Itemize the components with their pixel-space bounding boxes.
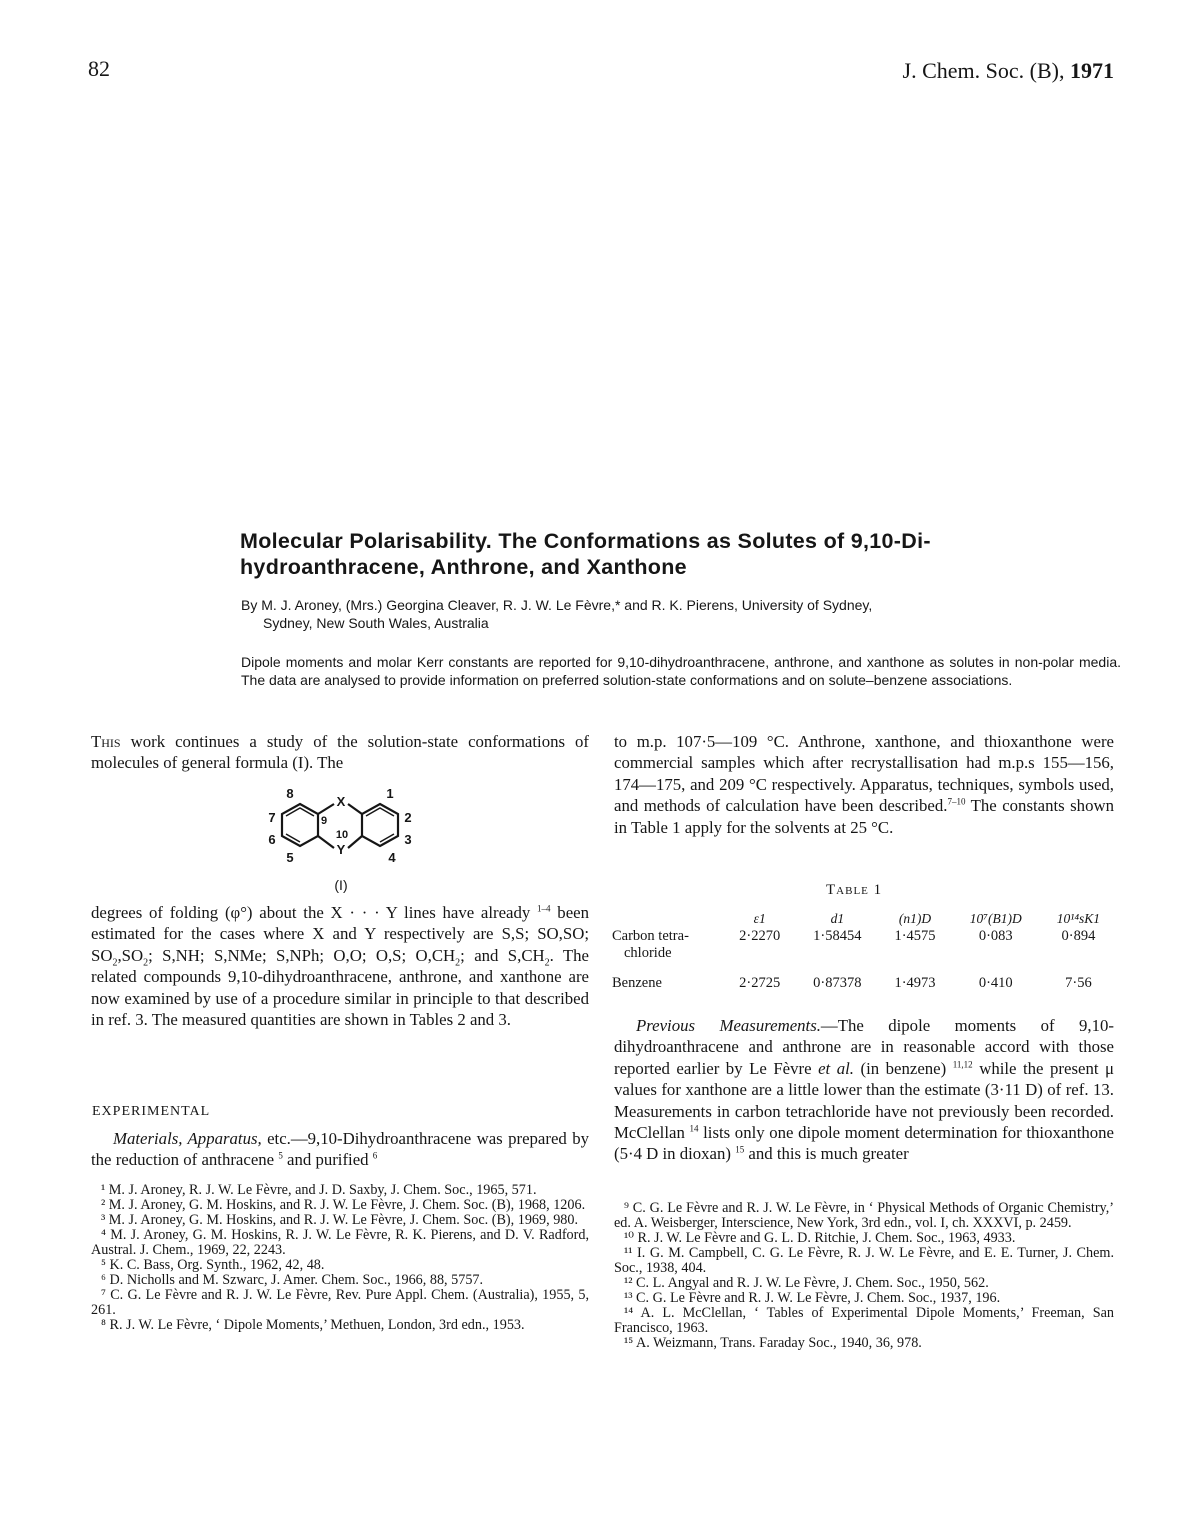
footnote: ⁶ D. Nicholls and M. Szwarc, J. Amer. Chem. Soc., 1966, 88, 5757. [101, 1272, 484, 1288]
intro-cont-4: ; and S,CH [460, 945, 545, 965]
page-number: 82 [88, 56, 110, 81]
footnote: ¹¹ I. G. M. Campbell, C. G. Le Fèvre, R. J. W. Le Fèvre, and E. E. Turner, J. Chem. Soc., 1938, 404. [614, 1245, 1114, 1276]
position-7: 7 [268, 810, 276, 825]
table-caption: Table 1 [826, 882, 883, 898]
ref-6: 6 [372, 1150, 378, 1161]
ref-5: 5 [278, 1150, 283, 1161]
footnote: ¹³ C. G. Le Fèvre and R. J. W. Le Fèvre, J. Chem. Soc., 1937, 196. [624, 1290, 1001, 1306]
table-header [612, 905, 724, 927]
journal-year: 1971 [1070, 58, 1114, 83]
prev-text-1: —The dipole moments of 9,10-dihydroanthracene and anthrone are in reasonable accord with those reported earlier by Le Fèvre [614, 1016, 1114, 1078]
table-cell: 7·56 [1065, 975, 1092, 991]
bond-x-right [348, 804, 362, 814]
position-8: 8 [286, 786, 294, 801]
atom-y-label: Y [336, 842, 346, 857]
ref-15: 15 [735, 1144, 745, 1155]
footnote: ⁷ C. G. Le Fèvre and R. J. W. Le Fèvre, Rev. Pure Appl. Chem. (Australia), 1955, 5, 261. [91, 1287, 589, 1318]
table-cell: 1·58454 [813, 927, 862, 944]
subscript-2b: 2 [143, 957, 149, 969]
table-header: ε1 [753, 911, 766, 926]
journal-name: J. Chem. Soc. (B), [902, 58, 1065, 83]
footnote: ¹⁵ A. Weizmann, Trans. Faraday Soc., 1940, 36, 978. [624, 1335, 922, 1351]
position-2: 2 [404, 810, 412, 825]
table-cell [724, 945, 795, 962]
ref-7-10: 7–10 [947, 796, 966, 807]
subscript-2a: 2 [112, 957, 118, 969]
position-4: 4 [388, 850, 396, 865]
materials-title: Materials, Apparatus, [113, 1129, 262, 1148]
materials-paragraph [91, 1128, 589, 1171]
author-list [241, 596, 1121, 632]
ref-11-12: 11,12 [952, 1059, 973, 1070]
table-cell: 0·87378 [813, 975, 862, 991]
position-6: 6 [268, 832, 276, 847]
table-cell: 2·2725 [739, 975, 781, 991]
position-10: 10 [335, 829, 349, 841]
prev-text-5: and this is much greater [748, 1144, 909, 1164]
footnote: ⁴ M. J. Aroney, G. M. Hoskins, R. J. W. Le Fèvre, R. K. Pierens, and D. V. Radford, Austral. J. Chem., 1969, 22, 2243. [91, 1227, 589, 1258]
position-3: 3 [404, 832, 412, 847]
table-header: (n1)D [898, 911, 932, 926]
table-cell [879, 945, 950, 962]
prev-text-3: while the present μ values for xanthone are a little lower than the estimate (3·11 D) of ref. 13. Measurements in carbon tetrachloride have not previously been recorded. McClellan [614, 1058, 1115, 1143]
footnote: ¹⁴ A. L. McClellan, ‘ Tables of Experimental Dipole Moments,’ Freeman, San Francisco, 1963. [614, 1305, 1114, 1336]
table-cell: chloride [624, 945, 672, 961]
prev-text-2: (in benzene) [860, 1058, 947, 1078]
section-heading: EXPERIMENTAL [92, 1104, 211, 1119]
footnote: ⁵ K. C. Bass, Org. Synth., 1962, 42, 48. [101, 1257, 325, 1273]
author-line-1: By M. J. Aroney, (Mrs.) Georgina Cleaver, R. J. W. Le Fèvre,* and R. K. Pierens, University of Sydney, [241, 597, 873, 613]
journal-reference [903, 58, 1114, 84]
table-header: 10¹⁴sK1 [1056, 911, 1101, 926]
table-header: 10⁷(B1)D [969, 911, 1022, 926]
intro-text: work continues a study of the solution-state conformations of molecules of general formula (I). The [91, 732, 589, 773]
intro-first-word: This [91, 732, 121, 751]
table-cell: 0·410 [978, 975, 1013, 991]
intro-paragraph [91, 731, 589, 774]
figure-label: (I) [334, 877, 348, 893]
abstract: Dipole moments and molar Kerr constants are reported for 9,10-dihydroanthracene, anthrone, and xanthone as solutes in non-polar media. The data are analysed to provide information on preferred solution-state conformations and on solute–benzene associations. [241, 654, 1121, 688]
intro-cont-3: ; S,NH; S,NMe; S,NPh; O,O; O,S; O,CH [148, 945, 456, 965]
ref-1-4: 1–4 [537, 903, 551, 914]
footnote: ⁹ C. G. Le Fèvre and R. J. W. Le Fèvre, in ‘ Physical Methods of Organic Chemistry,’ ed. A. Weisberger, Interscience, New York, 3rd edn., vol. I, ch. XXXVI, p. 2459. [614, 1200, 1114, 1231]
position-9: 9 [320, 815, 328, 827]
table-cell: 2·2270 [739, 927, 781, 944]
ref-14: 14 [689, 1123, 699, 1134]
bond-left-y [318, 836, 334, 848]
author-line-2: Sydney, New South Wales, Australia [263, 615, 489, 631]
right-ring [362, 804, 398, 846]
table-row [612, 927, 1116, 945]
materials-text-2: and purified [287, 1150, 369, 1170]
subscript-2c: 2 [455, 957, 461, 969]
bond-left-x [318, 804, 334, 814]
bond-y-right [348, 836, 362, 848]
right-para-1: to m.p. 107·5—109 °C. Anthrone, xanthone, and thioxanthone were commercial samples which after recrystallisation had m.p.s 155—156, 174—175, and 209 °C respectively. Apparatus, techniques, symbols used, and methods of calculation have been described. [614, 732, 1114, 816]
table-cell: 0·083 [978, 927, 1013, 944]
footnote: ² M. J. Aroney, G. M. Hoskins, and R. J. W. Le Fèvre, J. Chem. Soc. (B), 1968, 1206. [101, 1197, 586, 1213]
structure-diagram [256, 786, 426, 898]
intro-cont-2: been estimated for the cases where X and Y respectively are S,S; SO,SO; SO [91, 903, 589, 965]
footnote: ¹⁰ R. J. W. Le Fèvre and G. L. D. Ritchie, J. Chem. Soc., 1963, 4933. [624, 1230, 1016, 1246]
experimental-continuation [614, 731, 1114, 838]
table-solvent-constants [612, 905, 1116, 992]
prev-text-4: lists only one dipole moment determination for thioxanthone (5·4 D in dioxan) [614, 1123, 1114, 1164]
footnote: ¹² C. L. Angyal and R. J. W. Le Fèvre, J. Chem. Soc., 1950, 562. [624, 1275, 989, 1291]
table-header: d1 [830, 911, 845, 926]
footnotes-left [91, 1183, 589, 1333]
materials-text: etc.—9,10-Dihydroanthracene was prepared by the reduction of anthracene [91, 1129, 590, 1170]
intro-continuation: degrees of folding (φ°) about the X · · · Y lines have already $^{1-4}$ been estimated for the cases where X and Y respectively are S,S; SO,SO; $SO_2,SO_2$; S,NH; S,NMe; S,NPh; O,O; O,S; $O,CH_2$; and $S,CH_2$. The related compounds 9,10-dihydroanthracene, anthrone, and xanthone are now examined by use of a procedure similar in principle to that described in ref. 3. The measured quantities are shown in Tables 2 and 3. [91, 903, 590, 1030]
table-cell: Carbon tetra- [612, 927, 689, 944]
position-5: 5 [286, 850, 294, 865]
left-ring-inner-bond-2 [286, 834, 300, 842]
footnotes-right [614, 1201, 1114, 1351]
previous-measurements-paragraph [614, 1015, 1114, 1165]
table-cell: 1·4973 [894, 975, 936, 991]
previous-measurements-title: Previous Measurements. [636, 1016, 821, 1035]
right-para-1-end: The constants shown in Table 1 apply for the solvents at 25 °C. [614, 796, 1114, 837]
table-cell: Benzene [612, 975, 662, 991]
right-ring-inner-bond-2 [380, 834, 394, 842]
footnote: ¹ M. J. Aroney, R. J. W. Le Fèvre, and J. D. Saxby, J. Chem. Soc., 1965, 571. [101, 1182, 537, 1198]
article-title: Molecular Polarisability. The Conformations as Solutes of 9,10-Di- hydroanthracene, Anthrone, and Xanthone [240, 529, 931, 579]
prev-etal: et al. [818, 1058, 854, 1078]
intro-cont-5: . The related compounds 9,10-dihydroanthracene, anthrone, and xanthone are now examined by use of a procedure similar in principle to that described in ref. 3. The measured quantities are shown in Tables 2 and 3. [91, 945, 590, 1030]
left-ring [282, 804, 318, 846]
footnote: ⁸ R. J. W. Le Fèvre, ‘ Dipole Moments,’ Methuen, London, 3rd edn., 1953. [101, 1317, 525, 1333]
position-1: 1 [386, 786, 394, 801]
intro-cont-1: degrees of folding (φ°) about the X · · · Y lines have already [91, 903, 531, 922]
table-row [612, 962, 1116, 992]
table-row [612, 945, 1116, 962]
table-header-row [612, 905, 1116, 927]
footnote: ³ M. J. Aroney, G. M. Hoskins, and R. J. W. Le Fèvre, J. Chem. Soc. (B), 1969, 980. [101, 1212, 579, 1228]
table-cell [795, 945, 879, 962]
table-cell [1041, 945, 1116, 962]
table-cell [951, 945, 1041, 962]
subscript-2d: 2 [544, 957, 550, 969]
table-cell: 0·894 [1061, 927, 1096, 944]
atom-x-label: X [336, 794, 346, 809]
table-cell: 1·4575 [894, 927, 936, 944]
